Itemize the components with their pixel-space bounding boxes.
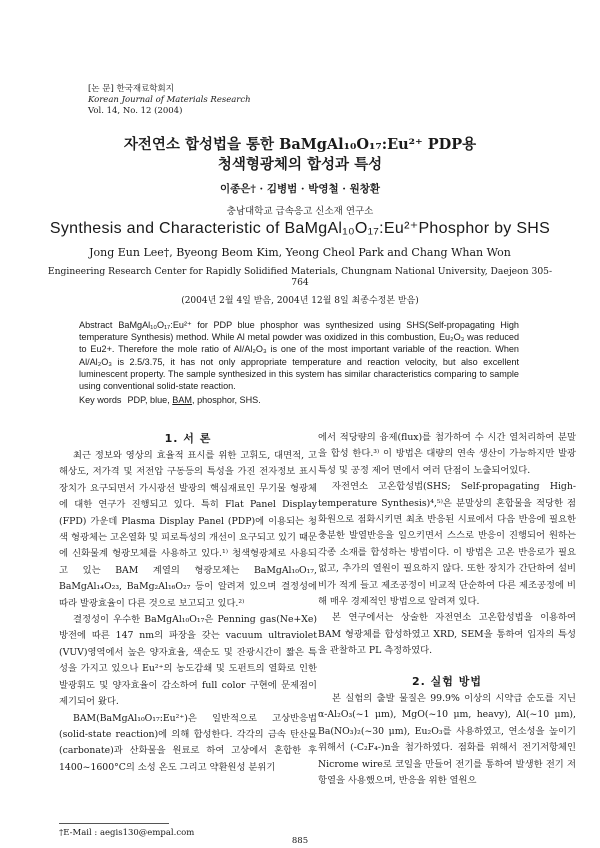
keyword-underlined: BAM [172,395,193,405]
keywords [79,395,519,405]
journal-english-name: Korean Journal of Materials Research [88,95,251,105]
korean-authors: 이종은† · 김병범 · 박영철 · 원창환 [219,183,381,195]
abstract-label: Abstract [79,320,113,330]
abstract [79,319,519,392]
paragraph: BAM(BaMgAl₁₀O₁₇:Eu²⁺)은 일반적으로 고상반응법(solid-state reaction)에 의해 합성한다. 각각의 금속 탄산물(carbonate)과 산화물을 원료로 하여 고상에서 혼합한 후 1400~1600°C의 소성 온도 그리고 약환원성 분위기 [59,712,317,773]
received-dates: (2004년 2월 4일 받음, 2004년 12월 8일 최종수정본 받음) [181,296,419,306]
page-number: 885 [291,836,309,846]
english-authors: Jong Eun Lee†, Byeong Beom Kim, Yeong Cheol Park and Chang Whan Won [89,246,511,259]
english-title: Synthesis and Characteristic of BaMgAl₁₀O₁₇:Eu²⁺Phosphor by SHS [49,220,551,237]
footnote-email: †E-Mail : aegis130@empal.com [59,828,195,838]
keywords-list [127,395,260,405]
paragraph: 본 실험의 출발 물질은 99.9% 이상의 시약급 순도를 지닌 α-Al₂O₃(~1 μm), MgO(~10 μm, heavy), Al(~10 μm), Ba(NO₃)₂(~30 μm), Eu₂O₃를 사용하였고, 연소성을 높이기 위해서 (-C₂F₄-)n을 첨가하였다. 점화를 위해서 전기저항체인 Nicrome wire로 코일을 만들어 전기를 통하여 발생한 전기 저항열을 사용했으며, 반응을 위한 열원으 [318,693,576,787]
paragraph: 에서 적당량의 융제(flux)를 첨가하여 수 시간 열처리하여 분말을 합성 한다.³⁾ 이 방법은 대량의 연속 생산이 가능하지만 발광특성 및 공정 제어 면에서 여러 단점이 노출되어있다. [318,432,576,476]
korean-affiliation: 충남대학교 급속응고 신소재 연구소 [226,206,374,217]
paragraph: 결정성이 우수한 BaMgAl₁₀O₁₇은 Penning gas(Ne+Xe) 방전에 따른 147 nm의 파장을 갖는 vacuum ultraviolet (VUV)영역에서 높은 양자효율, 색순도 및 잔광시간이 짧은 특성을 가지고 있으나 Eu²⁺의 농도감쇄 및 도펀트의 열화로 인한 발광휘도 및 양자효율이 감소하여 full color 구현에 문제점이 제기되어 왔다. [59,614,317,708]
paragraph: 최근 정보와 영상의 효율적 표시를 위한 고휘도, 대면적, 고해상도, 저가격 및 저전압 구동등의 특성을 가진 전자정보 표시장치가 요구되면서 가시광선 발광의 핵심재료인 무기물 형광체에 대한 연구가 진행되고 있다. 특히 Flat Panel Display (FPD) 가운데 Plasma Display Panel (PDP)에 이용되는 청색 형광체는 고온열화 및 피로특성의 개선이 요구되고 있기 때문에 신화물계 형광모체를 사용하고 있다.¹⁾ 청색형광체로 사용되고 있는 BAM 계열의 형광모체는 BaMgAl₁₀O₁₇, BaMgAl₁₄O₂₃, BaMg₂Al₁₆O₂₇ 등이 알려져 있으며 결정성에 따라 발광효율이 다른 것으로 보고되고 있다.²⁾ [59,450,317,609]
korean-title [40,135,560,175]
keyword-part: , phosphor, SHS. [192,395,261,405]
left-column [59,448,317,776]
korean-title-line-2: 청색형광체의 합성과 특성 [217,156,383,173]
keyword-part: PDP, blue, [127,395,173,405]
section-1-heading: 1. 서 론 [164,432,212,445]
paragraph: 자전연소 고온합성법(SHS; Self-propagating High-temperature Synthesis)⁴,⁵⁾은 분말상의 혼합물을 적당한 점화원으로 점화시키면 최초 반응된 시료에서 다음 반응에 필요한 충분한 발열반응을 일으키면서 스스로 반응이 진행되어 원하는 각종 소재를 합성하는 방법이다. 이 방법은 고온 반응로가 필요 없고, 추가의 열원이 필요하지 않다. 또한 장치가 간단하여 설비비가 적게 들고 제조공정이 비교적 단순하여 다른 제조공정에 비해 매우 경제적인 방법으로 알려져 있다. [318,481,576,608]
journal-korean-name: [논 문] 한국재료학회지 [88,84,174,94]
paragraph: 본 연구에서는 상술한 자전연소 고온합성법을 이용하여 BAM 형광체를 합성하였고 XRD, SEM을 통하여 입자의 특성을 관찰하고 PL 측정하였다. [318,612,576,657]
abstract-text: BaMgAl₁₀O₁₇:Eu²⁺ for PDP blue phosphor was synthesized using SHS(Self-propagating High temperature Synthesis) method. While Al metal powder was oxidized in this combustion, Eu₂O₃ was reduced to Eu2+. Therefore the mole ratio of Al/Al₂O₃ is one of the most important variable of the reaction. When Al/Al₂O₃ is 2.5/3.75, it has not only appropriate temperature and reaction velocity, but also excellent luminescent property. The sample synthesized in this system has similar characteristics comparing to sample using conventional solid-state reaction. [79,320,519,392]
journal-volume: Vol. 14, No. 12 (2004) [88,106,183,116]
section-2-heading: 2. 실험 방법 [412,675,482,688]
keywords-label: Key words [79,395,122,405]
english-affiliation: Engineering Research Center for Rapidly Solidified Materials, Chungnam National University, Daejeon 305-764 [47,266,553,288]
right-column [318,430,576,660]
journal-header [88,84,251,117]
footnote-divider [59,823,169,824]
korean-title-line-1: 자전연소 합성법을 통한 BaMgAl₁₀O₁₇:Eu²⁺ PDP용 [123,136,477,153]
right-column-section-2 [318,691,576,789]
